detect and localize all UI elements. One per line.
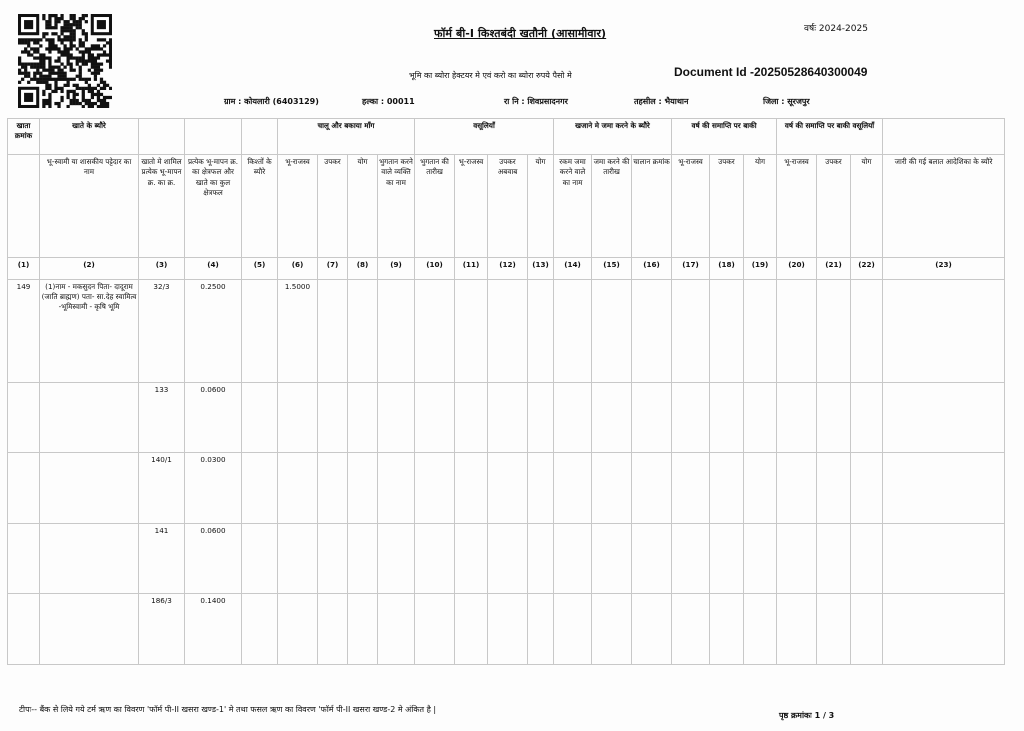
column-header: किश्तों के ब्यौरे bbox=[242, 154, 278, 257]
column-number: (20) bbox=[777, 258, 817, 279]
column-header: उपकर bbox=[817, 154, 851, 257]
ledger-table bbox=[7, 118, 1005, 665]
column-header: उपकर अबवाब bbox=[488, 154, 528, 257]
column-header: योग bbox=[528, 154, 554, 257]
column-number: (6) bbox=[278, 258, 318, 279]
survey-number: 141 bbox=[139, 523, 185, 594]
column-number: (22) bbox=[851, 258, 883, 279]
column-number: (3) bbox=[139, 258, 185, 279]
column-header: भू-राजस्व bbox=[672, 154, 710, 257]
tehsil: तहसील : भैयाथान bbox=[634, 97, 689, 106]
header-khate-details: खाते के ब्यौरे bbox=[40, 119, 139, 155]
column-header: भू-राजस्व bbox=[777, 154, 817, 257]
column-header: उपकर bbox=[318, 154, 348, 257]
year: वर्षः 2024-2025 bbox=[804, 24, 868, 34]
column-number: (7) bbox=[318, 258, 348, 279]
table-row bbox=[8, 279, 1005, 382]
column-number: (8) bbox=[348, 258, 378, 279]
table-row bbox=[8, 594, 1005, 665]
header-year-end-balance: वर्ष की समाप्ति पर बाकी bbox=[672, 119, 777, 155]
column-header: उपकर bbox=[710, 154, 744, 257]
rni: रा नि : शिवप्रसादनगर bbox=[504, 97, 568, 106]
column-number: (12) bbox=[488, 258, 528, 279]
column-header: भू-स्वामी या शासकीय पट्टेदार का नाम bbox=[40, 154, 139, 257]
column-header: प्रत्येक भू-मापन क्र. का क्षेत्रफल और खाते का कुल क्षेत्रफल bbox=[185, 154, 242, 257]
area: 0.0300 bbox=[185, 453, 242, 524]
survey-number: 186/3 bbox=[139, 594, 185, 665]
column-number: (18) bbox=[710, 258, 744, 279]
column-number: (9) bbox=[378, 258, 415, 279]
column-header bbox=[8, 154, 40, 257]
column-number: (17) bbox=[672, 258, 710, 279]
column-number: (15) bbox=[592, 258, 632, 279]
column-header: योग bbox=[851, 154, 883, 257]
column-header: जमा करने की तारीख bbox=[592, 154, 632, 257]
header-current-arrear-demand: चालू और बकाया माँग bbox=[278, 119, 415, 155]
column-number: (23) bbox=[883, 258, 1005, 279]
column-number: (21) bbox=[817, 258, 851, 279]
district: जिला : सूरजपुर bbox=[763, 97, 810, 106]
area: 0.0600 bbox=[185, 382, 242, 453]
column-header: चालान क्रमांक bbox=[632, 154, 672, 257]
table-row bbox=[8, 453, 1005, 524]
header-year-end-recoveries: वर्ष की समाप्ति पर बाकी वसूलियाँ bbox=[777, 119, 883, 155]
table-row bbox=[8, 382, 1005, 453]
column-header: रकम जमा करने वाले का नाम bbox=[554, 154, 592, 257]
column-header: खातो मे शामिल प्रत्येक भू-मापन क्र. का क्र. bbox=[139, 154, 185, 257]
column-number: (1) bbox=[8, 258, 40, 279]
survey-number: 32/3 bbox=[139, 279, 185, 382]
area: 0.1400 bbox=[185, 594, 242, 665]
column-header: जारी की गई बलात आदेशिका के ब्यौरे bbox=[883, 154, 1005, 257]
owner-details: (1)नाम - मकसुदन पिता- दादूराम (जाति ब्राह्मण) पता- सा.देह स्वामित्व -भूमिस्वामी - कृषि भूमि bbox=[40, 279, 139, 382]
column-number: (4) bbox=[185, 258, 242, 279]
page-number: पृष्ठ क्रमांकः 1 / 3 bbox=[779, 711, 835, 720]
column-number: (19) bbox=[744, 258, 777, 279]
village: ग्राम : कोयलारी (6403129) bbox=[224, 97, 319, 106]
footer-note: टीपः-- बैंक से लिये गये टर्म ऋण का विवरण 'फॉर्म पी-II खसरा खण्ड-1' मे तथा फसल ऋण का विवरण 'फॉर्म पी-II खसरा खण्ड-2 मे अंकित है | bbox=[19, 705, 437, 714]
document-id: Document Id -20250528640300049 bbox=[674, 65, 868, 79]
header-khata-no: खाता क्रमांक bbox=[8, 119, 40, 155]
column-number: (5) bbox=[242, 258, 278, 279]
page-title: फॉर्म बी-I किश्तबंदी खतौनी (आसामीवार) bbox=[434, 27, 607, 40]
table-row bbox=[8, 523, 1005, 594]
column-header: योग bbox=[744, 154, 777, 257]
qr-code bbox=[18, 14, 112, 108]
header-recoveries: वसूलियाँ bbox=[415, 119, 554, 155]
survey-number: 140/1 bbox=[139, 453, 185, 524]
area: 0.0600 bbox=[185, 523, 242, 594]
halka: हल्का : 00011 bbox=[362, 97, 415, 106]
column-number: (10) bbox=[415, 258, 455, 279]
area: 0.2500 bbox=[185, 279, 242, 382]
column-number: (2) bbox=[40, 258, 139, 279]
header-treasury-deposit: खजाने मे जमा करने के ब्यौरे bbox=[554, 119, 672, 155]
column-header: योग bbox=[348, 154, 378, 257]
column-number: (16) bbox=[632, 258, 672, 279]
column-header: भुगतान करने वाले व्यक्ति का नाम bbox=[378, 154, 415, 257]
khata-number: 149 bbox=[8, 279, 40, 382]
column-number: (11) bbox=[455, 258, 488, 279]
land-revenue: 1.5000 bbox=[278, 279, 318, 382]
column-header: भुगतान की तारीख bbox=[415, 154, 455, 257]
units-note: भूमि का ब्योरा हेक्टयर मे एवं करो का ब्योरा रुपये पैसो मे bbox=[409, 71, 572, 80]
column-number: (13) bbox=[528, 258, 554, 279]
survey-number: 133 bbox=[139, 382, 185, 453]
column-header: भू-राजस्व bbox=[455, 154, 488, 257]
column-number: (14) bbox=[554, 258, 592, 279]
column-header: भू-राजस्व bbox=[278, 154, 318, 257]
